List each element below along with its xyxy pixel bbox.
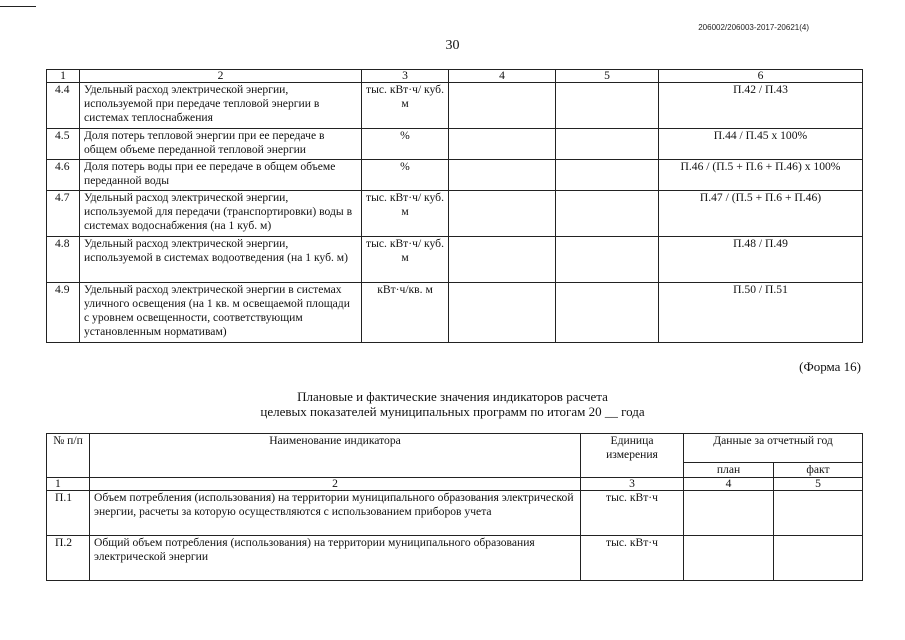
row-empty-cell	[556, 160, 659, 191]
table-row	[47, 83, 863, 129]
table-row	[47, 536, 863, 581]
row-empty-cell	[556, 283, 659, 343]
row-empty-cell	[449, 160, 556, 191]
row-fact	[774, 536, 863, 581]
row-formula: П.46 / (П.5 + П.6 + П.46) х 100%	[659, 160, 863, 191]
row-empty-cell	[449, 237, 556, 283]
row-empty-cell	[556, 129, 659, 160]
table-row	[47, 491, 863, 536]
row-unit: тыс. кВт·ч/ куб. м	[362, 237, 449, 283]
col-number: 2	[80, 70, 362, 83]
row-number: 4.6	[47, 160, 80, 191]
row-empty-cell	[449, 83, 556, 129]
row-formula: П.44 / П.45 х 100%	[659, 129, 863, 160]
col-number: 1	[47, 70, 80, 83]
col-number: 5	[774, 478, 863, 491]
table-row	[47, 160, 863, 191]
form-title-line-1: Плановые и фактические значения индикаторов расчета	[297, 389, 608, 404]
header-indicator-name: Наименование индикатора	[90, 434, 581, 478]
row-empty-cell	[449, 283, 556, 343]
row-empty-cell	[556, 83, 659, 129]
form-label: (Форма 16)	[799, 359, 861, 374]
row-plan	[684, 536, 774, 581]
row-unit: тыс. кВт·ч/ куб. м	[362, 191, 449, 237]
col-number: 3	[581, 478, 684, 491]
table-row	[47, 283, 863, 343]
row-name: Удельный расход электрической энергии в системах уличного освещения (на 1 кв. м освещаемой площади с уровнем освещенности, соответствующим установленным нормативам)	[80, 283, 362, 343]
indicators-table	[46, 69, 863, 343]
row-number: 4.9	[47, 283, 80, 343]
header-unit: Единица измерения	[581, 434, 684, 478]
col-number: 4	[684, 478, 774, 491]
row-name: Общий объем потребления (использования) на территории муниципального образования электрической энергии	[90, 536, 581, 581]
row-empty-cell	[449, 129, 556, 160]
col-number: 2	[90, 478, 581, 491]
table-row	[47, 191, 863, 237]
row-formula: П.42 / П.43	[659, 83, 863, 129]
row-name: Доля потерь тепловой энергии при ее передаче в общем объеме переданной тепловой энергии	[80, 129, 362, 160]
row-formula: П.47 / (П.5 + П.6 + П.46)	[659, 191, 863, 237]
header-row	[47, 434, 863, 463]
row-name: Объем потребления (использования) на территории муниципального образования электрической энергии, расчеты за которую осуществляются с использованием приборов учета	[90, 491, 581, 536]
row-name: Удельный расход электрической энергии, используемой для передачи (транспортировки) воды в системах водоснабжения (на 1 куб. м)	[80, 191, 362, 237]
col-number-row	[47, 478, 863, 491]
row-empty-cell	[556, 191, 659, 237]
row-unit: тыс. кВт·ч/ куб. м	[362, 83, 449, 129]
header-row	[47, 70, 863, 83]
row-unit: кВт·ч/кв. м	[362, 283, 449, 343]
form16-table	[46, 433, 863, 581]
document-id: 206002/206003-2017-20621(4)	[698, 23, 809, 32]
row-number: П.2	[47, 536, 90, 581]
top-rule	[0, 6, 36, 7]
form-title-line-2: целевых показателей муниципальных программ по итогам 20 __ года	[260, 404, 645, 419]
row-name: Удельный расход электрической энергии, используемой при передаче тепловой энергии в системах теплоснабжения	[80, 83, 362, 129]
row-unit: %	[362, 129, 449, 160]
header-plan: план	[684, 463, 774, 478]
page-number: 30	[445, 38, 460, 53]
row-unit: %	[362, 160, 449, 191]
row-empty-cell	[449, 191, 556, 237]
table-row	[47, 237, 863, 283]
row-number: 4.4	[47, 83, 80, 129]
col-number: 4	[449, 70, 556, 83]
table-row	[47, 129, 863, 160]
header-fact: факт	[774, 463, 863, 478]
row-formula: П.48 / П.49	[659, 237, 863, 283]
col-number: 6	[659, 70, 863, 83]
col-number: 1	[47, 478, 90, 491]
row-unit: тыс. кВт·ч	[581, 491, 684, 536]
row-formula: П.50 / П.51	[659, 283, 863, 343]
col-number: 3	[362, 70, 449, 83]
row-name: Доля потерь воды при ее передаче в общем объеме переданной воды	[80, 160, 362, 191]
header-number: № п/п	[47, 434, 90, 478]
row-number: П.1	[47, 491, 90, 536]
row-empty-cell	[556, 237, 659, 283]
row-unit: тыс. кВт·ч	[581, 536, 684, 581]
row-fact	[774, 491, 863, 536]
row-plan	[684, 491, 774, 536]
col-number: 5	[556, 70, 659, 83]
row-number: 4.7	[47, 191, 80, 237]
row-number: 4.5	[47, 129, 80, 160]
row-number: 4.8	[47, 237, 80, 283]
row-name: Удельный расход электрической энергии, используемой в системах водоотведения (на 1 куб. м)	[80, 237, 362, 283]
header-reporting-year-data: Данные за отчетный год	[684, 434, 863, 463]
